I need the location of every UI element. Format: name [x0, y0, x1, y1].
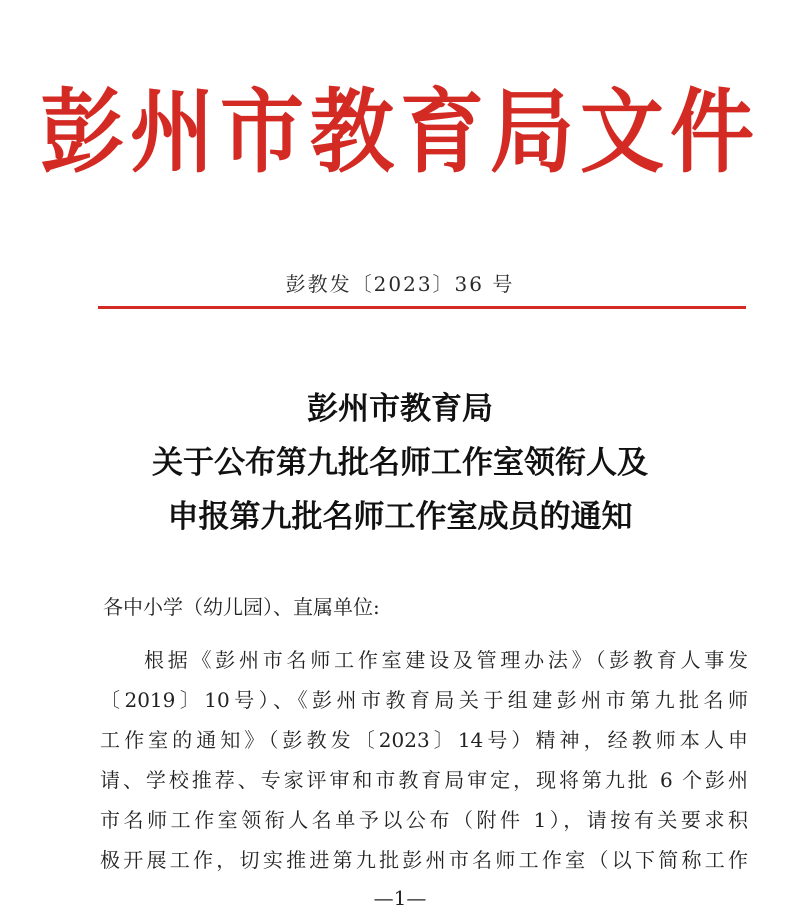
body-line-3: 工作室的通知》（彭教发〔2023〕14号）精神，经教师本人申 — [100, 728, 748, 752]
document-number: 彭教发〔2023〕36 号 — [285, 272, 515, 296]
body-line-2: 〔2019〕10号）、《彭州市教育局关于组建彭州市第九批名师 — [100, 688, 748, 712]
salutation: 各中小学（幼儿园）、直属单位: — [103, 595, 380, 619]
body-line-4: 请、学校推荐、专家评审和市教育局审定，现将第九批 6 个彭州 — [100, 768, 748, 792]
body-line-1: 根据《彭州市名师工作室建设及管理办法》（彭教育人事发 — [144, 648, 748, 672]
title-line-2: 关于公布第九批名师工作室领衔人及 — [152, 445, 648, 481]
body-paragraph — [100, 640, 748, 880]
page-number: —1— — [373, 886, 427, 910]
body-line-5: 市名师工作室领衔人名单予以公布（附件 1），请按有关要求积 — [100, 808, 748, 832]
title-line-3: 申报第九批名师工作室成员的通知 — [167, 499, 633, 535]
document-masthead: 彭州市教育局文件 — [39, 78, 760, 185]
notice-title — [0, 382, 800, 544]
title-line-1: 彭州市教育局 — [307, 391, 493, 427]
red-divider-line — [98, 306, 746, 309]
body-line-6: 极开展工作，切实推进第九批彭州市名师工作室（以下简称工作 — [100, 848, 748, 872]
